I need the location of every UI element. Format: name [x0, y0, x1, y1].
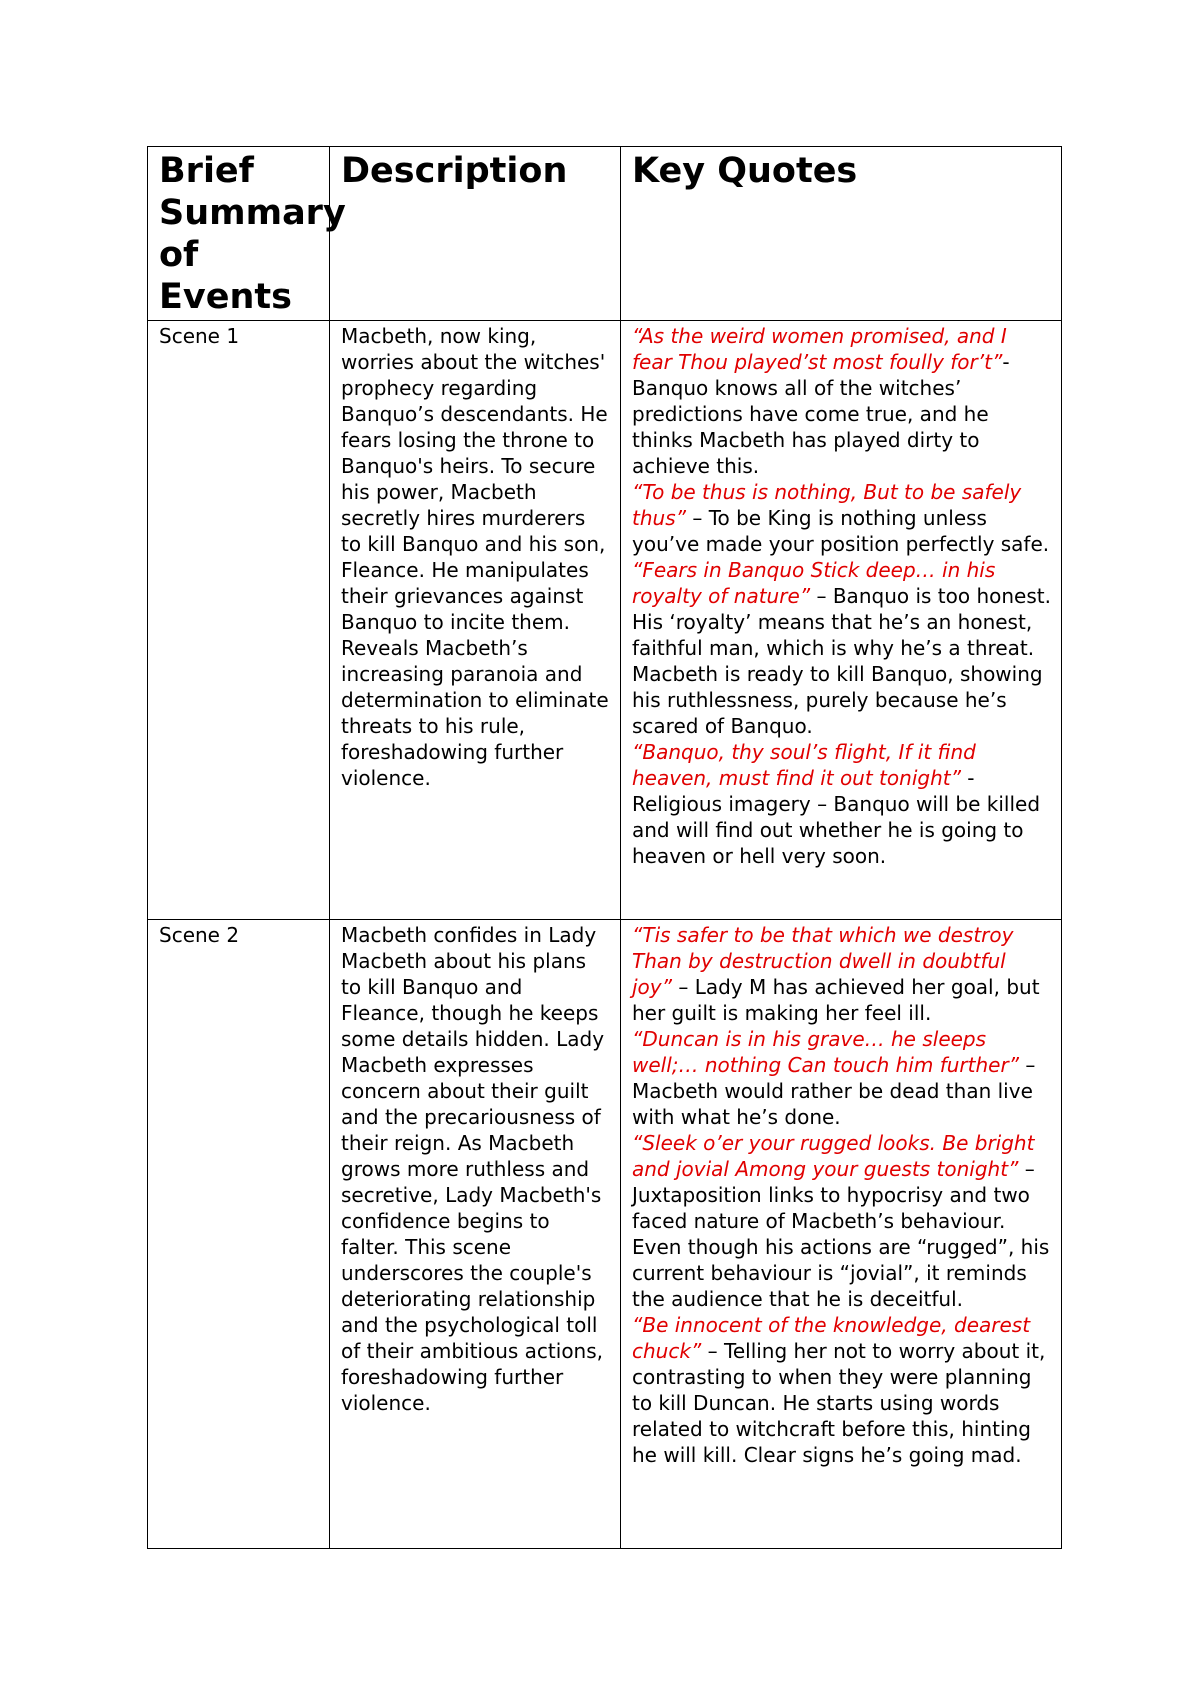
quotes-block: [632, 739, 1051, 869]
quote-comment: – Juxtaposition links to hypocrisy and two faced nature of Macbeth’s behaviour. Even though his actions are “rugged”, his current behaviour is “jovial”, it reminds the audience that he is deceitful.: [632, 1157, 1050, 1311]
table-row: [148, 920, 1062, 1549]
key-quote: “Banquo, thy soul’s flight, If it find heaven, must find it out tonight”: [632, 740, 976, 790]
quotes-block: [632, 1130, 1051, 1312]
scene-label: Scene 1: [159, 324, 240, 348]
header-cell-quotes: [621, 147, 1062, 321]
header-brief: Brief Summary of Events: [159, 151, 346, 317]
scene-cell: [148, 920, 330, 1549]
quotes-cell: [621, 321, 1062, 920]
summary-table: [147, 146, 1062, 1549]
key-quote: “Sleek o’er your rugged looks. Be bright and jovial Among your guests tonight”: [632, 1131, 1035, 1181]
key-quote: “Be innocent of the knowledge, dearest chuck”: [632, 1313, 1031, 1363]
scene-description: Macbeth, now king, worries about the witches' prophecy regarding Banquo’s descendants. He fears losing the throne to Banquo's heirs. To secure his power, Macbeth secretly hires murderers to kill Banquo and his son, Fleance. He manipulates their grievances against Banquo to incite them. Reveals Macbeth’s increasing paranoia and determination to eliminate threats to his rule, foreshadowing further violence.: [341, 324, 609, 790]
quote-comment: - Banquo knows all of the witches’ predictions have come true, and he thinks Macbeth has played dirty to achieve this.: [632, 350, 1010, 478]
quotes-cell: [621, 920, 1062, 1549]
quote-comment: – Banquo is too honest. His ‘royalty’ means that he’s an honest, faithful man, which is why he’s a threat. Macbeth is ready to kill Banquo, showing his ruthlessness, purely because he’s scared of Banquo.: [632, 584, 1051, 738]
quote-comment: – Telling her not to worry about it, contrasting to when they were planning to kill Duncan. He starts using words related to witchcraft before this, hinting he will kill. Clear signs he’s going mad.: [632, 1339, 1046, 1467]
quotes-block: [632, 1312, 1051, 1468]
description-cell: [330, 920, 621, 1549]
quote-comment: – To be King is nothing unless you’ve made your position perfectly safe.: [632, 506, 1050, 556]
scene-description: Macbeth confides in Lady Macbeth about his plans to kill Banquo and Fleance, though he keeps some details hidden. Lady Macbeth expresses concern about their guilt and the precariousness of their reign. As Macbeth grows more ruthless and secretive, Lady Macbeth's confidence begins to falter. This scene underscores the couple's deteriorating relationship and the psychological toll of their ambitious actions, foreshadowing further violence.: [341, 923, 605, 1415]
quotes-block: [632, 479, 1051, 557]
quote-comment: – Lady M has achieved her goal, but her guilt is making her feel ill.: [632, 975, 1040, 1025]
header-quotes: Key Quotes: [632, 151, 858, 191]
quotes-block: [632, 922, 1051, 1026]
header-cell-brief: [148, 147, 346, 321]
key-quote: “Duncan is in his grave… he sleeps well;… nothing Can touch him further”: [632, 1027, 1020, 1077]
header-cell-description: [330, 147, 621, 321]
key-quote: “Tis safer to be that which we destroy Than by destruction dwell in doubtful joy”: [632, 923, 1014, 999]
quote-comment: – Macbeth would rather be dead than live with what he’s done.: [632, 1053, 1036, 1129]
key-quote: “Fears in Banquo Stick deep… in his royalty of nature”: [632, 558, 996, 608]
table-row: [148, 321, 1062, 920]
key-quote: “To be thus is nothing, But to be safely thus”: [632, 480, 1022, 530]
description-cell: [330, 321, 621, 920]
quotes-block: [632, 557, 1051, 739]
header-description: Description: [341, 151, 568, 191]
key-quote: “As the weird women promised, and I fear Thou played’st most foully for’t”: [632, 324, 1007, 374]
scene-label: Scene 2: [159, 923, 240, 947]
quotes-block: [632, 1026, 1051, 1130]
quote-comment: - Religious imagery – Banquo will be killed and will find out whether he is going to heaven or hell very soon.: [632, 766, 1041, 868]
quotes-block: [632, 323, 1051, 479]
scene-cell: [148, 321, 330, 920]
header-row: [148, 147, 1062, 321]
